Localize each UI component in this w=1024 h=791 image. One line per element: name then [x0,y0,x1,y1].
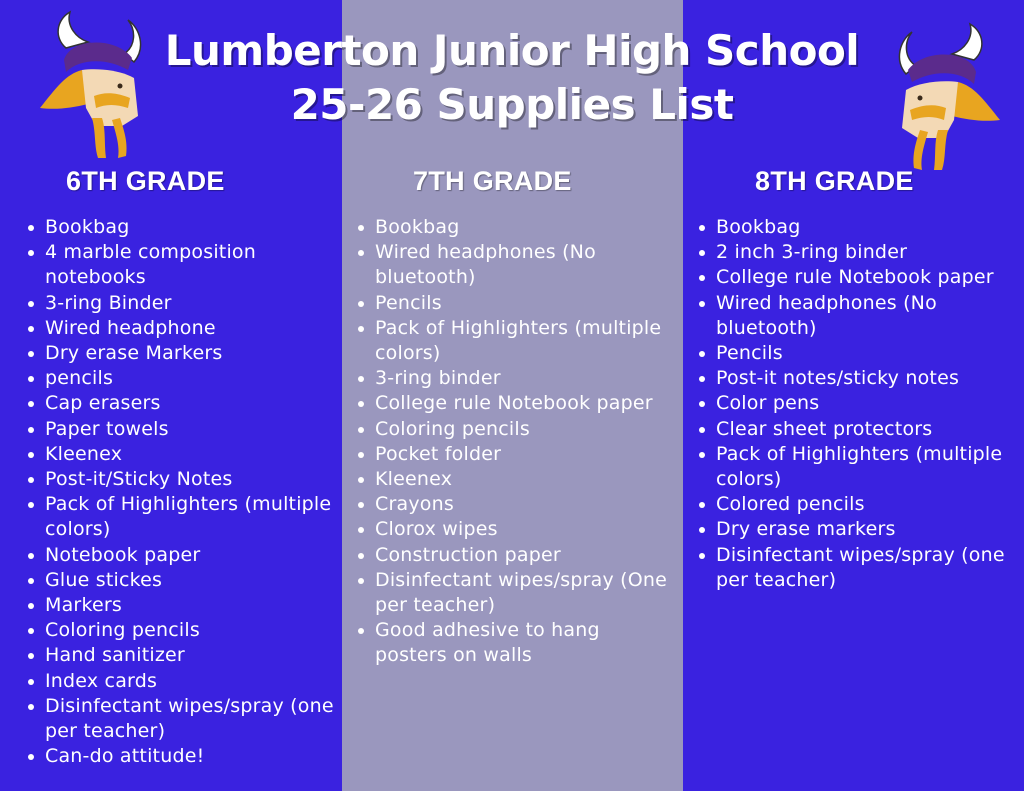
page-title-subtitle: 25-26 Supplies List [290,80,734,129]
list-item: Glue stickes [45,568,335,593]
list-item: Clear sheet protectors [716,417,1016,442]
list-item: Wired headphone [45,316,335,341]
list-item: Coloring pencils [375,417,675,442]
list-item: Notebook paper [45,543,335,568]
grade-heading-8th: 8TH GRADE [755,166,914,196]
list-item: Dry erase markers [716,517,1016,542]
list-item: Bookbag [716,215,1016,240]
list-item: Disinfectant wipes/spray (one per teacher) [45,694,335,744]
list-item: Clorox wipes [375,517,675,542]
list-item: Bookbag [375,215,675,240]
list-item: Colored pencils [716,492,1016,517]
list-item: Pack of Highlighters (multiple colors) [716,442,1016,492]
list-item: Construction paper [375,543,675,568]
list-item: pencils [45,366,335,391]
list-item: 3-ring Binder [45,291,335,316]
list-item: Hand sanitizer [45,643,335,668]
list-item: Can-do attitude! [45,744,335,769]
list-item: Post-it notes/sticky notes [716,366,1016,391]
list-item: Wired headphones (No bluetooth) [716,291,1016,341]
list-item: Pocket folder [375,442,675,467]
page-title-school: Lumberton Junior High School [164,26,860,75]
list-item: Cap erasers [45,391,335,416]
grade-heading-6th: 6TH GRADE [66,166,225,196]
list-item: Pencils [716,341,1016,366]
list-item: Pack of Highlighters (multiple colors) [375,316,675,366]
supply-list-8th-grade [716,215,1016,593]
list-item: Crayons [375,492,675,517]
list-item: Pencils [375,291,675,316]
list-item: 2 inch 3-ring binder [716,240,1016,265]
list-item: College rule Notebook paper [716,265,1016,290]
list-item: Wired headphones (No bluetooth) [375,240,675,290]
list-item: Pack of Highlighters (multiple colors) [45,492,335,542]
list-item: College rule Notebook paper [375,391,675,416]
list-item: Index cards [45,669,335,694]
list-item: Coloring pencils [45,618,335,643]
list-item: Bookbag [45,215,335,240]
list-item: Dry erase Markers [45,341,335,366]
list-item: Disinfectant wipes/spray (One per teacher) [375,568,675,618]
supply-list-7th-grade [375,215,675,669]
page-title [0,24,1024,132]
list-item: Kleenex [375,467,675,492]
grade-heading-7th: 7TH GRADE [413,166,572,196]
list-item: Disinfectant wipes/spray (one per teacher) [716,543,1016,593]
list-item: Post-it/Sticky Notes [45,467,335,492]
list-item: 3-ring binder [375,366,675,391]
list-item: 4 marble composition notebooks [45,240,335,290]
list-item: Color pens [716,391,1016,416]
list-item: Markers [45,593,335,618]
list-item: Good adhesive to hang posters on walls [375,618,675,668]
list-item: Paper towels [45,417,335,442]
supply-list-6th-grade [45,215,335,769]
list-item: Kleenex [45,442,335,467]
